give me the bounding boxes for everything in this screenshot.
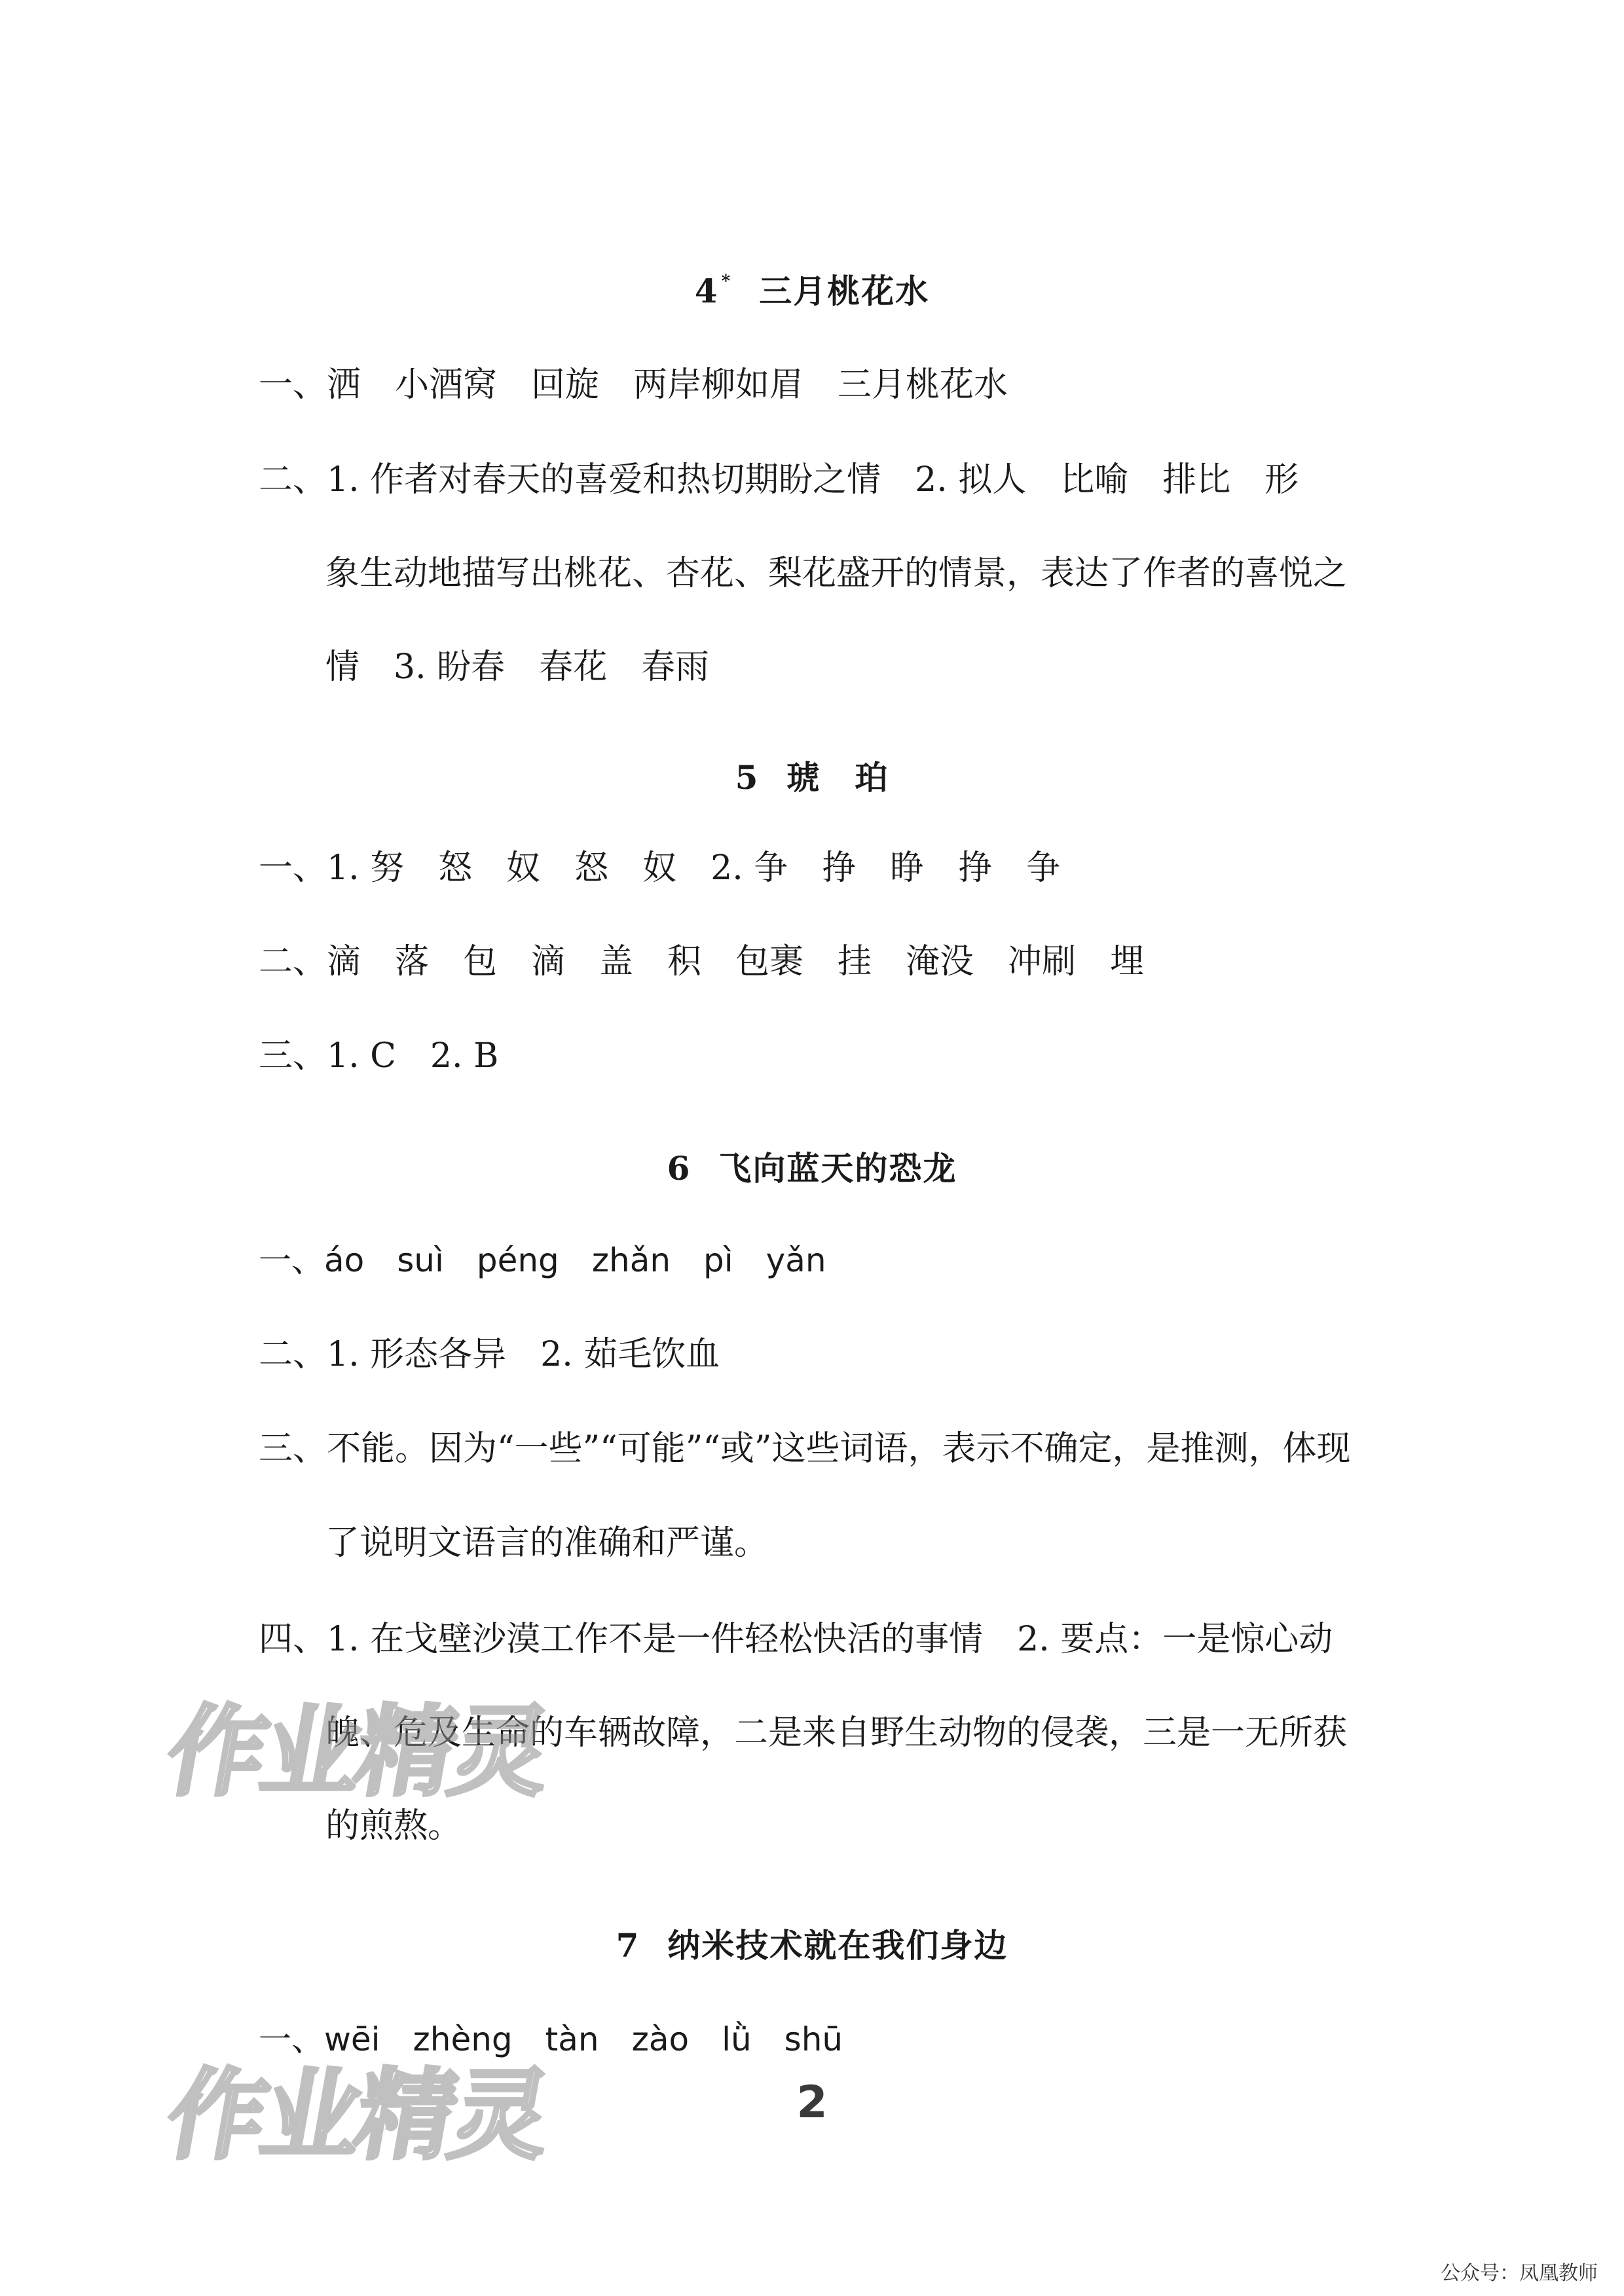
watermark-logo: 作业精灵 <box>158 2059 556 2173</box>
section-number: 4 * <box>694 272 732 310</box>
section-title-6: 6 飞向蓝天的恐龙 <box>667 1149 957 1188</box>
answer-line: 四、1. 在戈壁沙漠工作不是一件轻松快活的事情 2. 要点：一是惊心动 <box>259 1620 1333 1659</box>
answer-line: 二、1. 形态各异 2. 茹毛饮血 <box>259 1335 720 1374</box>
answer-line: 二、滴 落 包 滴 盖 积 包裹 挂 淹没 冲刷 埋 <box>259 942 1145 981</box>
section-number: 5 <box>735 758 760 797</box>
section-title-4: 4 * 三月桃花水 <box>694 272 930 310</box>
answer-line: 一、1. 努 怒 奴 怒 奴 2. 争 挣 睁 挣 争 <box>259 848 1061 888</box>
footer-credit: 公众号：凤凰教师 <box>1441 2262 1598 2285</box>
answer-line: 的煎熬。 <box>325 1806 462 1846</box>
answer-line: 三、1. C 2. B <box>259 1036 499 1076</box>
answer-line: 一、áo suì péng zhǎn pì yǎn <box>259 1241 826 1279</box>
page-number: 2 <box>796 2077 828 2128</box>
answer-line: 情 3. 盼春 春花 春雨 <box>325 647 710 687</box>
answer-line: 一、wēi zhèng tàn zào lǜ shū <box>259 2020 843 2058</box>
section-number: 7 <box>616 1926 640 1965</box>
section-title-5: 5 琥 珀 <box>735 758 889 797</box>
answer-line: 二、1. 作者对春天的喜爱和热切期盼之情 2. 拟人 比喻 排比 形 <box>259 460 1299 500</box>
answer-line: 了说明文语言的准确和严谨。 <box>325 1523 769 1563</box>
answer-line: 象生动地描写出桃花、杏花、梨花盛开的情景，表达了作者的喜悦之 <box>325 554 1348 593</box>
answer-line: 魄、危及生命的车辆故障，二是来自野生动物的侵袭，三是一无所获 <box>325 1713 1348 1753</box>
section-title-7: 7 纳米技术就在我们身边 <box>616 1926 1008 1965</box>
answer-line: 一、洒 小酒窝 回旋 两岸柳如眉 三月桃花水 <box>259 365 1008 405</box>
section-number: 6 <box>667 1149 692 1188</box>
watermark-logo: 作业精灵 <box>158 1696 556 1810</box>
answer-line: 三、不能。因为“一些”“可能”“或”这些词语，表示不确定，是推测，体现 <box>259 1429 1351 1468</box>
